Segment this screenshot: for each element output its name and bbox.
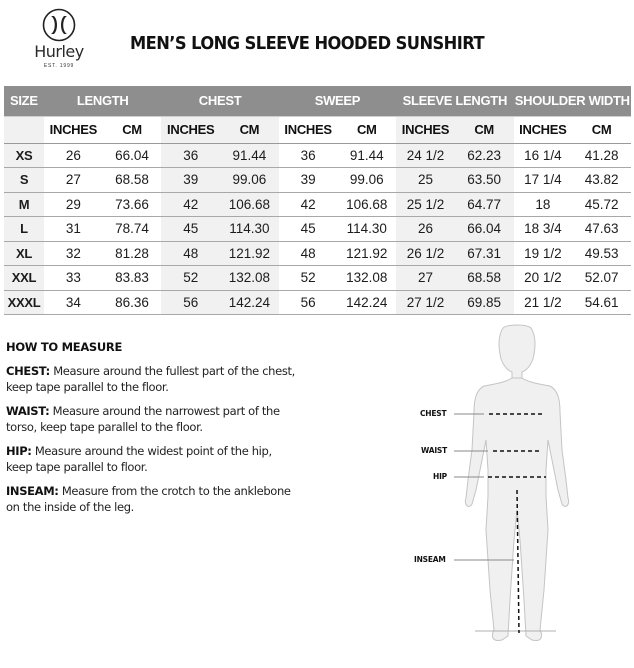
shoulder-cm: 43.82 [572,168,631,193]
measure-term: INSEAM: [6,484,59,498]
table-row [4,290,631,315]
chest-inches: 56 [161,290,220,315]
chest-inches: 36 [161,143,220,168]
sweep-cm: 132.08 [337,266,396,291]
chest-cm: 106.68 [220,192,279,217]
sleeve-inches: 25 [396,168,455,193]
diagram-label-hip: HIP [433,472,447,481]
sleeve-inches: 26 1/2 [396,241,455,266]
sweep-inches: 56 [279,290,338,315]
chest-inches: 42 [161,192,220,217]
size-label: XXXL [4,290,44,315]
table-row [4,192,631,217]
measure-text: Measure around the narrowest part of the torso, keep tape parallel to the floor. [6,404,280,434]
sweep-cm: 106.68 [337,192,396,217]
table-row [4,143,631,168]
sweep-cm: 121.92 [337,241,396,266]
how-to-measure-heading: HOW TO MEASURE [6,340,123,354]
size-label: M [4,192,44,217]
header-chest: CHEST [161,86,278,116]
measure-item-inseam [6,483,296,515]
sleeve-inches: 25 1/2 [396,192,455,217]
chest-inches: 52 [161,266,220,291]
unit-cm: CM [572,116,631,143]
size-label: XXL [4,266,44,291]
chest-cm: 121.92 [220,241,279,266]
chest-inches: 45 [161,217,220,242]
sleeve-cm: 69.85 [455,290,514,315]
chest-inches: 48 [161,241,220,266]
measure-text: Measure around the widest point of the hip, keep tape parallel to floor. [6,444,272,474]
sleeve-inches: 27 1/2 [396,290,455,315]
unit-cm: CM [103,116,162,143]
measure-term: CHEST: [6,364,50,378]
page-title: MEN’S LONG SLEEVE HOODED SUNSHIRT [130,34,485,54]
brand-logo [24,8,94,80]
length-inches: 32 [44,241,103,266]
diagram-label-waist: WAIST [421,446,448,455]
diagram-label-chest: CHEST [420,409,447,418]
unit-header-row [4,116,631,143]
sweep-cm: 142.24 [337,290,396,315]
length-cm: 78.74 [103,217,162,242]
body-silhouette-icon [400,320,630,663]
sweep-inches: 39 [279,168,338,193]
length-cm: 68.58 [103,168,162,193]
sweep-inches: 52 [279,266,338,291]
brand-established: EST. 1999 [43,63,75,69]
length-cm: 81.28 [103,241,162,266]
shoulder-inches: 19 1/2 [514,241,573,266]
header-shoulder-width: SHOULDER WIDTH [514,86,632,116]
length-inches: 27 [44,168,103,193]
table-row [4,217,631,242]
shoulder-cm: 41.28 [572,143,631,168]
sleeve-inches: 26 [396,217,455,242]
unit-cm: CM [455,116,514,143]
chest-inches: 39 [161,168,220,193]
chest-cm: 132.08 [220,266,279,291]
group-header-row [4,86,631,116]
unit-inches: INCHES [396,116,455,143]
unit-inches: INCHES [514,116,573,143]
chest-cm: 142.24 [220,290,279,315]
length-cm: 86.36 [103,290,162,315]
shoulder-inches: 20 1/2 [514,266,573,291]
shoulder-inches: 18 [514,192,573,217]
unit-inches: INCHES [279,116,338,143]
table-row [4,266,631,291]
measure-item-waist [6,403,296,435]
measure-item-chest [6,363,296,395]
shoulder-cm: 49.53 [572,241,631,266]
table-row [4,168,631,193]
unit-cm: CM [220,116,279,143]
shoulder-cm: 54.61 [572,290,631,315]
measure-term: HIP: [6,444,32,458]
length-cm: 66.04 [103,143,162,168]
measure-item-hip [6,443,296,475]
size-label: XL [4,241,44,266]
sweep-cm: 99.06 [337,168,396,193]
how-to-measure-section [6,340,296,523]
unit-inches: INCHES [44,116,103,143]
sweep-inches: 36 [279,143,338,168]
length-cm: 83.83 [103,266,162,291]
table-row [4,241,631,266]
size-label: L [4,217,44,242]
shoulder-cm: 45.72 [572,192,631,217]
chest-cm: 99.06 [220,168,279,193]
header-length: LENGTH [44,86,161,116]
length-inches: 29 [44,192,103,217]
header-size: SIZE [4,86,44,116]
measure-text: Measure around the fullest part of the chest, keep tape parallel to the floor. [6,364,295,394]
unit-header-blank [4,116,44,143]
sweep-cm: 91.44 [337,143,396,168]
sleeve-cm: 62.23 [455,143,514,168]
measure-text: Measure from the crotch to the anklebone on the inside of the leg. [6,484,291,514]
unit-inches: INCHES [161,116,220,143]
length-inches: 34 [44,290,103,315]
header-sweep: SWEEP [279,86,396,116]
sweep-cm: 114.30 [337,217,396,242]
sweep-inches: 42 [279,192,338,217]
chest-cm: 114.30 [220,217,279,242]
chest-cm: 91.44 [220,143,279,168]
length-inches: 33 [44,266,103,291]
sleeve-inches: 24 1/2 [396,143,455,168]
shoulder-inches: 17 1/4 [514,168,573,193]
length-inches: 31 [44,217,103,242]
sleeve-cm: 66.04 [455,217,514,242]
sleeve-cm: 63.50 [455,168,514,193]
sleeve-inches: 27 [396,266,455,291]
size-chart-table [4,86,631,315]
measure-term: WAIST: [6,404,50,418]
size-label: XS [4,143,44,168]
shoulder-inches: 18 3/4 [514,217,573,242]
unit-cm: CM [337,116,396,143]
sleeve-cm: 64.77 [455,192,514,217]
shoulder-inches: 21 1/2 [514,290,573,315]
sweep-inches: 45 [279,217,338,242]
diagram-label-inseam: INSEAM [414,555,446,564]
length-cm: 73.66 [103,192,162,217]
shoulder-cm: 52.07 [572,266,631,291]
size-label: S [4,168,44,193]
hurley-icon [42,8,76,42]
header-sleeve-length: SLEEVE LENGTH [396,86,513,116]
brand-name: Hurley [34,42,84,61]
body-measurement-diagram [400,320,630,663]
shoulder-inches: 16 1/4 [514,143,573,168]
length-inches: 26 [44,143,103,168]
sleeve-cm: 67.31 [455,241,514,266]
sweep-inches: 48 [279,241,338,266]
shoulder-cm: 47.63 [572,217,631,242]
sleeve-cm: 68.58 [455,266,514,291]
